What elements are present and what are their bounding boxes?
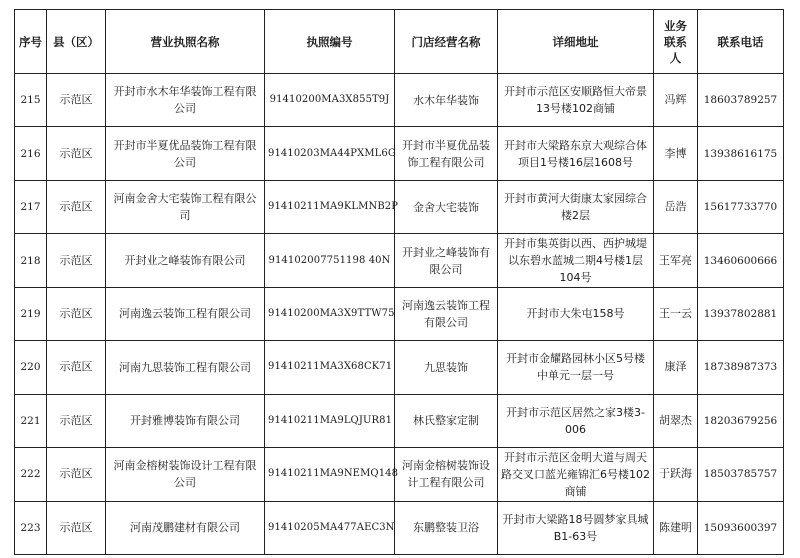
row-store-name: 开封市半夏优品装饰工程有限公司 xyxy=(395,127,498,180)
row-store-name: 东鹏整装卫浴 xyxy=(395,501,498,555)
table-row xyxy=(15,394,784,447)
row-license-no: 91410203MA44PXML6G xyxy=(265,127,395,180)
row-phone: 13938616175 xyxy=(698,127,784,180)
header-address: 详细地址 xyxy=(498,10,654,74)
table-row xyxy=(15,501,784,555)
row-county: 示范区 xyxy=(47,127,106,180)
row-store-name: 开封业之峰装饰有限公司 xyxy=(395,234,498,287)
row-number: 215 xyxy=(15,74,47,127)
row-number: 218 xyxy=(15,234,47,287)
table-row xyxy=(15,180,784,233)
row-address: 开封市大朱屯158号 xyxy=(498,287,654,340)
row-store-name: 河南逸云装饰工程有限公司 xyxy=(395,287,498,340)
header-row xyxy=(15,10,784,74)
row-license-no: 91410200MA3X855T9J xyxy=(265,74,395,127)
row-license-name: 开封市半夏优品装饰工程有限公司 xyxy=(106,127,265,180)
row-license-name: 河南金舍大宅装饰工程有限公司 xyxy=(106,180,265,233)
row-county: 示范区 xyxy=(47,394,106,447)
row-contact: 冯辉 xyxy=(654,74,698,127)
row-number: 223 xyxy=(15,501,47,555)
header-contact: 业务联系人 xyxy=(654,10,698,74)
row-contact: 岳浩 xyxy=(654,180,698,233)
row-phone: 15093600397 xyxy=(698,501,784,555)
row-store-name: 九思装饰 xyxy=(395,341,498,394)
row-number: 217 xyxy=(15,180,47,233)
row-phone: 13937802881 xyxy=(698,287,784,340)
row-license-no: 91410211MA9NEMQ148 xyxy=(265,448,395,501)
row-address: 开封市金耀路园林小区5号楼中单元一层一号 xyxy=(498,341,654,394)
row-phone: 18603789257 xyxy=(698,74,784,127)
row-number: 220 xyxy=(15,341,47,394)
row-store-name: 金舍大宅装饰 xyxy=(395,180,498,233)
store-registry-table xyxy=(14,9,784,555)
row-license-name: 开封市水木年华装饰工程有限公司 xyxy=(106,74,265,127)
row-store-name: 河南金榕树装饰设计工程有限公司 xyxy=(395,448,498,501)
table-row xyxy=(15,127,784,180)
row-contact: 李博 xyxy=(654,127,698,180)
table-row xyxy=(15,448,784,501)
table-row xyxy=(15,341,784,394)
row-phone: 13460600666 xyxy=(698,234,784,287)
row-license-name: 开封业之峰装饰有限公司 xyxy=(106,234,265,287)
header-county: 县（区） xyxy=(47,10,106,74)
row-license-no: 91410211MA3X68CK71 xyxy=(265,341,395,394)
row-license-no: 91410200MA3X9TTW75 xyxy=(265,287,395,340)
row-phone: 15617733770 xyxy=(698,180,784,233)
row-county: 示范区 xyxy=(47,180,106,233)
row-contact: 于跃海 xyxy=(654,448,698,501)
header-license-name: 营业执照名称 xyxy=(106,10,265,74)
row-contact: 康泽 xyxy=(654,341,698,394)
row-contact: 王军亮 xyxy=(654,234,698,287)
row-address: 开封市示范区金明大道与周天路交叉口蓝光雍锦汇6号楼102商铺 xyxy=(498,448,654,501)
row-number: 222 xyxy=(15,448,47,501)
row-store-name: 林氏整家定制 xyxy=(395,394,498,447)
row-license-no: 91410211MA9KLMNB2P xyxy=(265,180,395,233)
row-contact: 王一云 xyxy=(654,287,698,340)
row-county: 示范区 xyxy=(47,74,106,127)
row-license-name: 河南逸云装饰工程有限公司 xyxy=(106,287,265,340)
row-phone: 18203679256 xyxy=(698,394,784,447)
table-row xyxy=(15,287,784,340)
row-license-no: 914102007751198 40N xyxy=(265,234,395,287)
row-address: 开封市大梁路东京大观综合体项目1号楼16层1608号 xyxy=(498,127,654,180)
row-address: 开封市示范区安顺路恒大帝景13号楼102商铺 xyxy=(498,74,654,127)
row-address: 开封市集英街以西、西护城堤以东碧水蓝城二期4号楼1层104号 xyxy=(498,234,654,287)
row-county: 示范区 xyxy=(47,234,106,287)
row-license-name: 开封雅博装饰有限公司 xyxy=(106,394,265,447)
header-store-name: 门店经营名称 xyxy=(395,10,498,74)
row-license-name: 河南九思装饰工程有限公司 xyxy=(106,341,265,394)
table-row xyxy=(15,234,784,287)
row-number: 216 xyxy=(15,127,47,180)
row-contact: 胡翠杰 xyxy=(654,394,698,447)
row-address: 开封市示范区居然之家3楼3-006 xyxy=(498,394,654,447)
row-county: 示范区 xyxy=(47,448,106,501)
row-county: 示范区 xyxy=(47,501,106,555)
row-license-name: 河南金榕树装饰设计工程有限公司 xyxy=(106,448,265,501)
table-row xyxy=(15,74,784,127)
row-contact: 陈建明 xyxy=(654,501,698,555)
header-no: 序号 xyxy=(15,10,47,74)
row-phone: 18503785757 xyxy=(698,448,784,501)
header-license-no: 执照编号 xyxy=(265,10,395,74)
row-license-no: 91410205MA477AEC3N xyxy=(265,501,395,555)
row-address: 开封市黄河大街康太家园综合楼2层 xyxy=(498,180,654,233)
row-store-name: 水木年华装饰 xyxy=(395,74,498,127)
row-phone: 18738987373 xyxy=(698,341,784,394)
header-phone: 联系电话 xyxy=(698,10,784,74)
row-address: 开封市大梁路18号圆梦家具城B1-63号 xyxy=(498,501,654,555)
row-license-no: 91410211MA9LQJUR81 xyxy=(265,394,395,447)
row-number: 221 xyxy=(15,394,47,447)
row-number: 219 xyxy=(15,287,47,340)
row-county: 示范区 xyxy=(47,341,106,394)
row-county: 示范区 xyxy=(47,287,106,340)
row-license-name: 河南茂鹏建材有限公司 xyxy=(106,501,265,555)
